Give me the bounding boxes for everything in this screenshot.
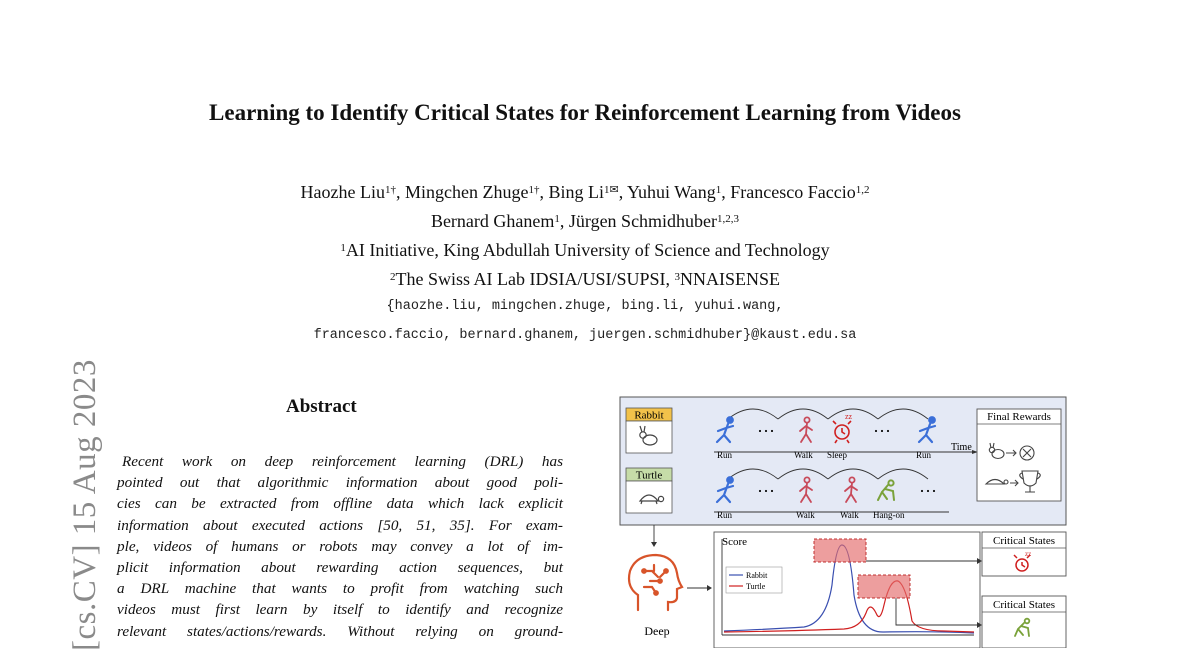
arxiv-stamp — [5, 295, 103, 655]
affiliation-1-marker: 1 — [340, 242, 346, 254]
critical-region-rabbit — [814, 539, 866, 562]
author-name: Jürgen Schmidhuber — [568, 211, 718, 231]
critical-region-turtle — [858, 575, 910, 598]
rabbit-card — [626, 421, 672, 453]
final-rewards-label: Final Rewards — [987, 411, 1051, 423]
turtle-label: Turtle — [635, 469, 663, 482]
affiliation-1 — [0, 236, 1170, 265]
turtle-action-label-1: Run — [717, 510, 733, 520]
author-separator: , — [396, 182, 405, 202]
abstract-line: pointed out that algorithmic information about good poli- — [117, 474, 563, 492]
rabbit-ellipsis-1: ··· — [757, 421, 775, 441]
abstract-line: videos must first learn by itself to identify and recognize — [117, 601, 563, 619]
author-affiliation-marker: 1 — [715, 184, 722, 196]
abstract-line: ple, videos of humans or robots may convey a lot of im- — [117, 537, 563, 555]
author-affiliation-marker: 1† — [528, 184, 540, 196]
abstract-line: a DRL machine that wants to profit from watching such — [117, 580, 563, 598]
author-name: Bernard Ghanem — [430, 211, 555, 231]
author-affiliation-marker: 1,2,3 — [717, 213, 740, 225]
email-block — [0, 292, 1170, 350]
author-separator: , — [559, 211, 569, 231]
turtle-ellipsis-2: ··· — [919, 481, 937, 501]
turtle-action-label-3: Walk — [840, 510, 859, 520]
affiliation-3-marker: 3 — [674, 271, 680, 283]
abstract-line: information about executed actions [50, 51, 35]. For exam- — [117, 516, 563, 534]
author-separator: , — [539, 182, 549, 202]
rabbit-ellipsis-2: ··· — [873, 421, 891, 441]
author-name: Francesco Faccio — [730, 182, 856, 202]
turtle-ellipsis-1: ··· — [757, 481, 775, 501]
rabbit-action-label-4: Run — [916, 450, 932, 460]
author-name: Haozhe Liu — [300, 182, 385, 202]
author-name: Yuhui Wang — [627, 182, 716, 202]
arxiv-stamp-text: [cs.CV] 15 Aug 2023 — [67, 359, 103, 651]
score-label: Score — [722, 536, 748, 548]
author-separator: , — [618, 182, 628, 202]
author-line-1 — [0, 178, 1170, 207]
abstract-line: relevant states/actions/rewards. Without relying on ground- — [117, 622, 563, 640]
affiliation-3-text: NNAISENSE — [680, 269, 781, 289]
affiliation-1-text: AI Initiative, King Abdullah University of Science and Technology — [345, 240, 830, 260]
rabbit-action-label-2: Walk — [794, 450, 813, 460]
rabbit-label: Rabbit — [634, 409, 664, 422]
svg-text:zz: zz — [845, 412, 853, 421]
turtle-action-label-2: Walk — [796, 510, 815, 520]
legend-turtle: Turtle — [746, 582, 766, 591]
author-name: Bing Li — [548, 182, 604, 202]
deep-label: Deep — [644, 624, 670, 638]
affiliation-2 — [0, 265, 1170, 294]
abstract-line: plicit information about rewarding action sequences, but — [117, 559, 563, 577]
abstract-line: cies can be extracted from offline data which lack explicit — [117, 495, 563, 513]
legend-rabbit: Rabbit — [746, 571, 768, 580]
turtle-card — [626, 481, 672, 513]
paper-title: Learning to Identify Critical States for Reinforcement Learning from Videos — [209, 100, 961, 125]
teaser-figure — [614, 395, 1070, 648]
author-line-2 — [0, 207, 1170, 236]
email-line-2: francesco.faccio, bernard.ghanem, juergen.schmidhuber}@kaust.edu.sa — [313, 328, 857, 343]
rabbit-action-label-3: Sleep — [827, 450, 847, 460]
critical-states-label-1: Critical States — [992, 535, 1056, 547]
author-separator: , — [721, 182, 731, 202]
abstract-line: Recent work on deep reinforcement learning (DRL) has — [122, 453, 563, 470]
abstract-heading: Abstract — [286, 396, 357, 417]
author-affiliation-marker: 1† — [385, 184, 396, 196]
author-block — [0, 178, 1170, 294]
email-line-1: {haozhe.liu, mingchen.zhuge, bing.li, yuhui.wang, — [386, 299, 784, 314]
affiliation-2-text: The Swiss AI Lab IDSIA/USI/SUPSI, — [395, 269, 675, 289]
turtle-action-label-4: Hang-on — [873, 510, 905, 520]
rabbit-action-label-1: Run — [717, 450, 733, 460]
svg-text:zz: zz — [1025, 550, 1032, 558]
author-affiliation-marker: 1✉ — [603, 184, 619, 196]
abstract-body — [117, 451, 563, 642]
author-name: Mingchen Zhuge — [405, 182, 529, 202]
affiliation-2-marker: 2 — [389, 271, 396, 283]
deep-model-head-icon — [629, 555, 682, 610]
author-affiliation-marker: 1,2 — [855, 184, 870, 196]
critical-states-label-2: Critical States — [992, 599, 1056, 611]
time-label: Time — [951, 442, 972, 453]
author-affiliation-marker: 1 — [554, 213, 560, 225]
